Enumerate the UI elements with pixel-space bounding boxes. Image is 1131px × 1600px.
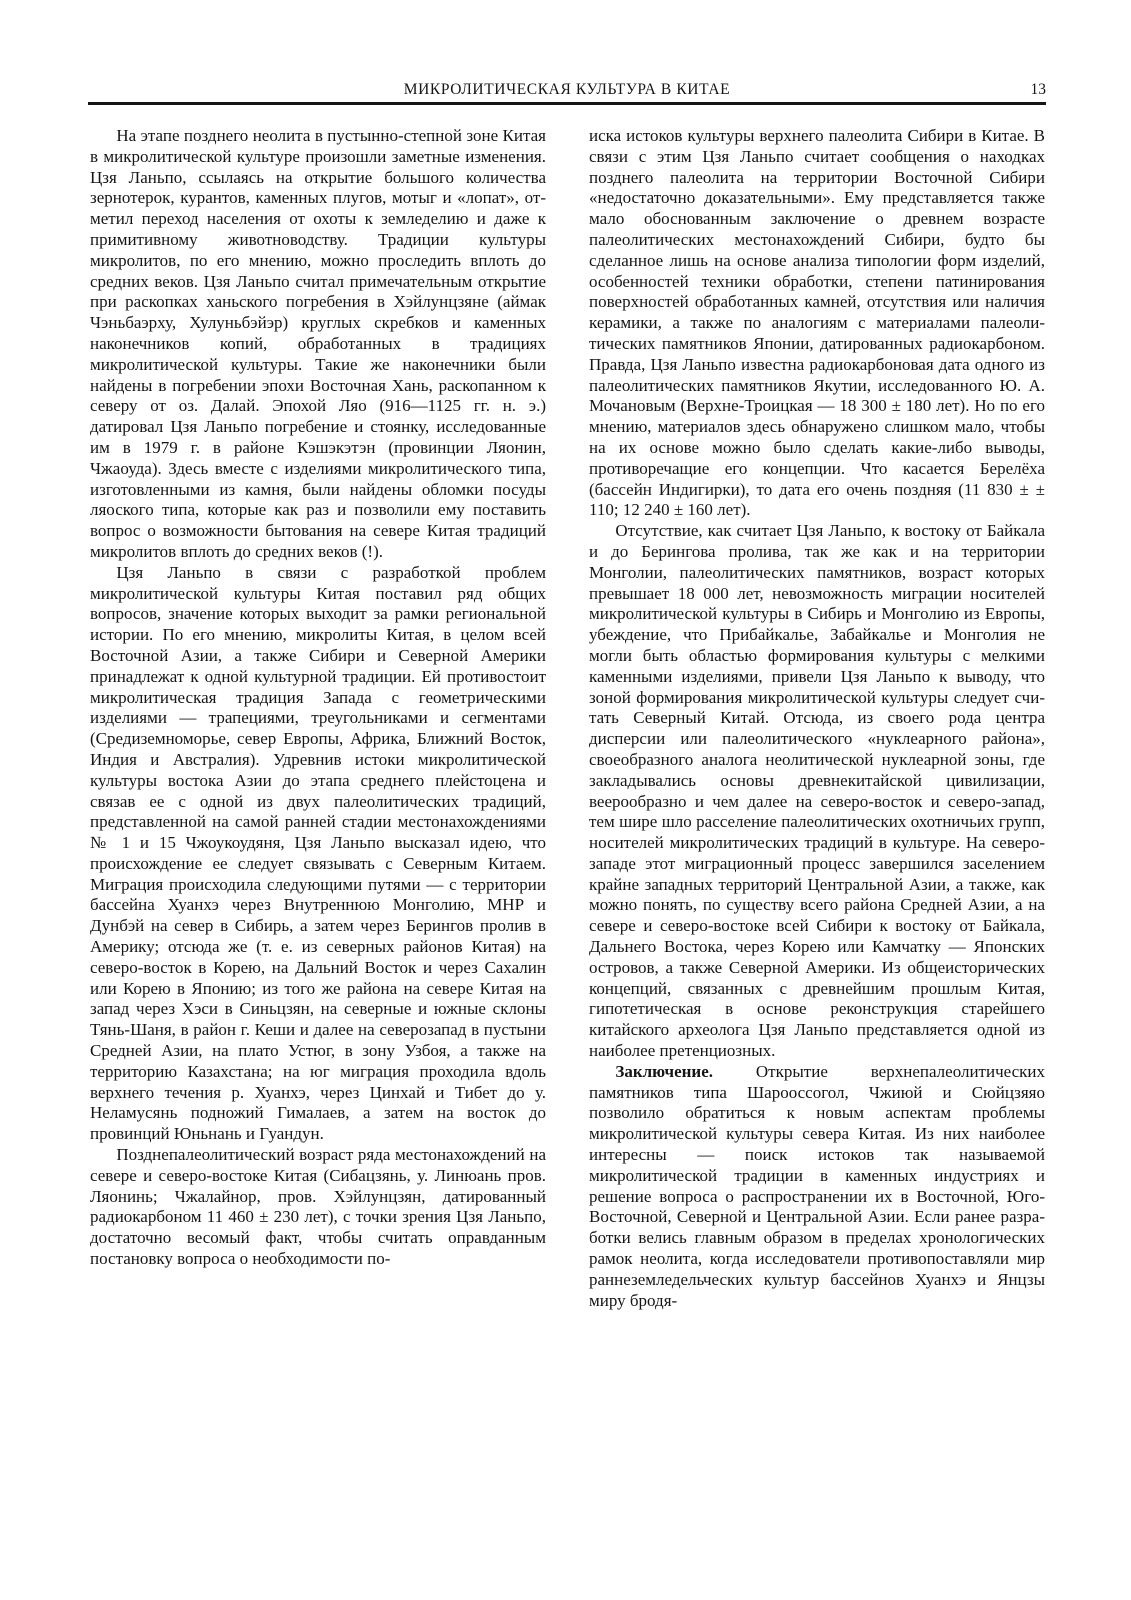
paragraph-late-neolithic: На этапе позднего неолита в пустынно-степной зоне Китая в микролитической культуре произошли заметные изменения. Цзя Ланьпо, ссылаясь на открытие большого количества зернотерок, курантов, каменных плугов, мотыг и «лопат», отметил переход населения от охоты к земледелию и даже к примитивному животноводству. Традиции культуры микролитов, по его мнению, можно проследить вплоть до средних веков. Цзя Ланьпо считал примечательным открытие при раскопках ханьского погребения в Хэйлунцзяне (аймак Чэньбаэрху, Хулуньбэйэр) круглых скребков и каменных наконечников копий, обработанных в традициях микролитической культуры. Такие же наконечники были найдены в погребении эпохи Восточная Хань, раскопанном к северу от оз. Далай. Эпохой Ляо (916—1125 гг. н. э.) датировал Цзя Ланьпо погребение и стоянку, исследованные им в 1979 г. в районе Кэшэкэтэн (провинции Ляонин, Чжаоуда). Здесь вместе с изделиями микролитического типа, изготовленными из камня, были найдены обломки посуды ляоского типа, которые как раз и позволили ему поставить вопрос о возможности бытования на севере Китая традиций микролитов вплоть до средних веков (!). [90, 126, 546, 561]
paragraph-north-china-zone: Отсутствие, как считает Цзя Ланьпо, к востоку от Байкала и до Берингова пролива, так же как и на территории Монголии, палеолитических памятников, возраст которых превышает 18 000 лет, невозможность миграции носителей микролитической культуры в Сибирь и Монголию из Европы, убеждение, что Прибайкалье, Забайкалье и Монголия не могли быть областью формирования культуры с мелкими каменными изделиями, привели Цзя Ланьпо к выводу, что зоной формирования микролитической культуры следует считать Северный Китай. Отсюда, из своего рода центра дисперсии или палеолитического «нуклеарного района», своеобразного аналога неолитической нуклеарной зоны, где закладывались основы древнекитайской цивилизации, веерообразно и чем далее на северо-восток и северо-запад, тем шире шло расселение палеолитических охотничьих групп, носителей микролитических традиций в культуре. На северо-западе этот миграционный процесс завершился заселением крайне западных территорий Центральной Азии, а также, как можно понять, по существу всего района Средней Азии, а на севере и северо-востоке всей Сибири к востоку от Байкала, Дальнего Востока, через Корею или Камчатку — Японских островов, а также Северной Америки. Из общеисторических концепций, связанных с древнейшим прошлым Китая, гипотетическая в основе реконструкция старейшего китайского археолога Цзя Ланьпо представляется одной из наиболее претенциозных. [589, 521, 1045, 1061]
paragraph-late-paleolithic-age: Позднепалеолитический возраст ряда местонахождений на севере и северо-востоке Китая (Сибацзянь, у. Линюань пров. Ляонинь; Чжалайнор, пров. Хэйлунцзян, датированный радиокарбоном 11 460 ± 230 лет), с точки зрения Цзя Ланьпо, достаточно весомый факт, чтобы считать оправданным постановку вопроса о необходимости по- [90, 1145, 546, 1269]
page-number: 13 [1030, 81, 1046, 98]
right-column [589, 126, 1045, 1311]
conclusion-label: Заключение. [615, 1061, 714, 1081]
paragraph-conclusion [589, 1062, 1045, 1312]
left-column [90, 126, 546, 1270]
paragraph-siberia-origins: иска истоков культуры верхнего палеолита Сибири в Китае. В связи с этим Цзя Ланьпо считает сообщения о находках позднего палеолита на территории Восточной Сибири «недостаточно доказательными». Ему представляется также мало обоснованным заключение о древнем возрасте палеолитических местонахождений Сибири, будто бы сделанное лишь на основе анализа типологии форм изделий, особенностей техники обработки, степени патинирования поверхностей обработанных камней, отсутствия или наличия керамики, а также по аналогиям с материалами палеолитических памятников Японии, датированных радиокарбоном. Правда, Цзя Ланьпо известна радиокарбоновая дата одного из палеолитических памятников Якутии, исследованного Ю. А. Мочановым (Верхне-Троицкая — 18 300 ± 180 лет). Но по его мнению, материалов здесь обнаружено слишком мало, чтобы на их основе можно было сделать какие-либо выводы, противоречащие его концепции. Что касается Берелёха (бассейн Индигирки), то дата его очень поздняя (11 830 ± ± 110; 12 240 ± 160 лет). [589, 126, 1045, 520]
running-header [88, 80, 1046, 104]
paragraph-general-questions: Цзя Ланьпо в связи с разработкой проблем микролитической культуры Китая поставил ряд общих вопросов, значение которых выходит за рамки региональной истории. По его мнению, микролиты Китая, в целом всей Восточной Азии, а также Сибири и Северной Америки принадлежат к одной культурной традиции. Ей противостоит микролитическая традиция Запада с геометрическими изделиями — трапециями, треугольниками и сегментами (Средиземноморье, север Европы, Африка, Ближний Восток, Индия и Австралия). Удревнив истоки микролитической культуры востока Азии до этапа среднего плейстоцена и связав ее с одной из двух палеолитических традиций, представленной на самой ранней стадии местонахождениями № 1 и 15 Чжоукоудяня, Цзя Ланьпо высказал идею, что происхождение ее следует связывать с Северным Китаем. Миграция происходила следующими путями — с территории бассейна Хуанхэ через Внутреннюю Монголию, МНР и Дунбэй на север в Сибирь, а затем через Берингов пролив в Америку; отсюда же (т. е. из северных районов Китая) на северо-восток в Корею, на Дальний Восток и через Сахалин или Корею в Японию; из того же района на севере Китая на запад через Хэси в Синьцзян, на северные и южные склоны Тянь-Шаня, в район г. Кеши и далее на северозапад в пустыни Средней Азии, на плато Устюг, в зону Узбоя, а также на территорию Казахстана; на юг миграция проходила вдоль верхнего течения р. Хуанхэ, через Цинхай и Тибет до у. Неламусянь подножий Гималаев, а затем на восток до провинций Юньнань и Гуандун. [90, 562, 546, 1144]
running-title: МИКРОЛИТИЧЕСКАЯ КУЛЬТУРА В КИТАЕ [403, 81, 731, 98]
conclusion-text: Открытие верхнепалеолитических памятников типа Шарооссогол, Чжиюй и Сюйцзяяо позволило обратиться к новым аспектам проблемы микролитической культуры севера Китая. Из них наиболее интересны — поиск истоков так называемой микролитической традиции в каменных индустриях и решение вопроса о распространении их в Восточной, Юго-Восточной, Северной и Центральной Азии. Если ранее разработки велись главным образом в пределах хронологических рамок неолита, когда исследователи противопоставляли мир раннеземледельческих культур бассейнов Хуанхэ и Янцзы миру бродя- [589, 1061, 1045, 1310]
header-rule [88, 102, 1046, 105]
